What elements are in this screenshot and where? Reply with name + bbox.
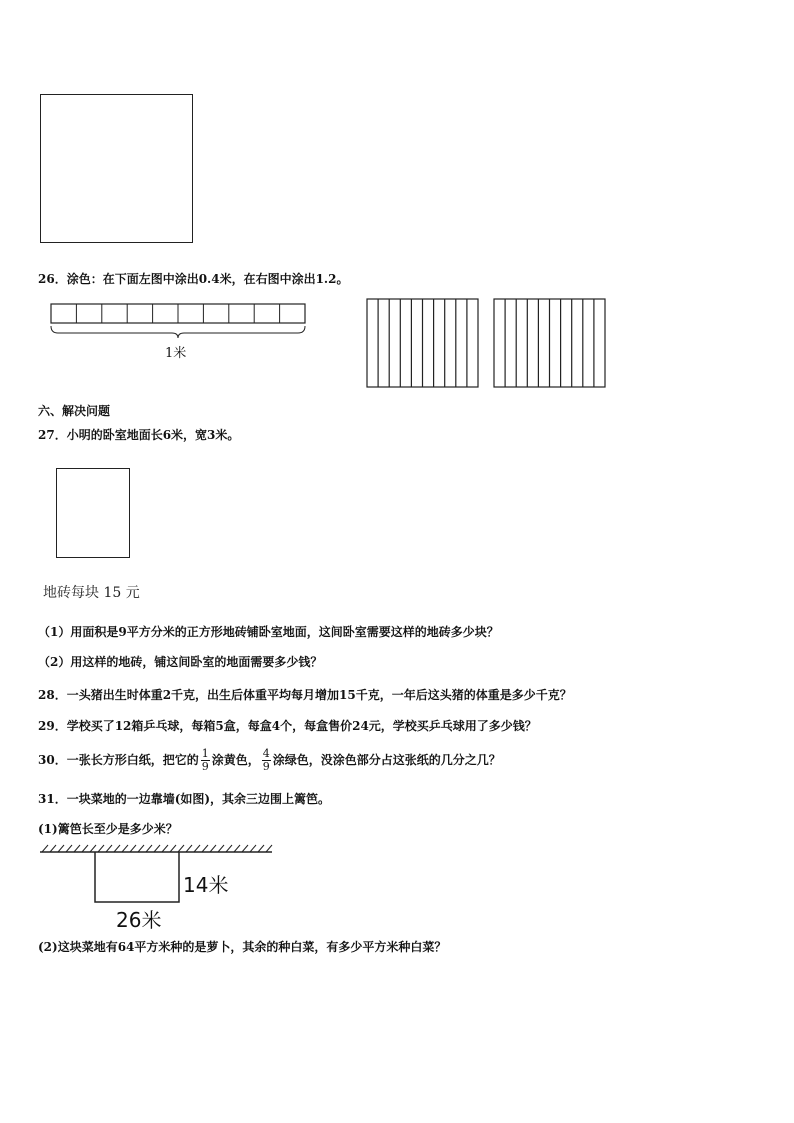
- brace: [51, 326, 305, 338]
- strip-rect-2: [494, 299, 605, 387]
- q30-fraction-1: [201, 748, 210, 773]
- q30-text: [38, 745, 501, 775]
- q31-garden-figure: [38, 843, 274, 905]
- q31-sub2: (2)这块菜地有64平方米种的是萝卜，其余的种白菜，有多少平方米种白菜？: [38, 940, 447, 954]
- wall-hatching: [42, 845, 272, 852]
- q30-frac1-denominator: 9: [201, 760, 209, 773]
- q31-length-label: 26米: [116, 908, 162, 932]
- q27-tile-price: 地砖每块 15 元: [43, 585, 140, 601]
- q30-frac1-numerator: 1: [201, 747, 209, 760]
- q29-text: 29．学校买了12箱乒乓球，每箱5盒，每盒4个，每盒售价24元，学校买乒乓球用了多少钱？: [38, 719, 537, 733]
- q27-bedroom-rectangle: [56, 468, 130, 558]
- q31-text: 31．一块菜地的一边靠墙(如图)，其余三边围上篱笆。: [38, 792, 331, 806]
- q26-text: 26．涂色：在下面左图中涂出0.4米，在右图中涂出1.2。: [38, 272, 349, 286]
- strip-rect-1: [367, 299, 478, 387]
- q27-sub2: （2）用这样的地砖，铺这间卧室的地面需要多少钱？: [38, 655, 323, 669]
- top-square-figure: [40, 94, 193, 243]
- q28-text: 28．一头猪出生时体重2千克，出生后体重平均每月增加15千克，一年后这头猪的体重是多少千克？: [38, 688, 572, 702]
- q26-right-strips-figure: [365, 297, 610, 390]
- fence-outline: [95, 852, 179, 902]
- q27-text: 27．小明的卧室地面长6米，宽3米。: [38, 428, 240, 442]
- section-title: 六、解决问题: [38, 404, 111, 418]
- q30-frac2-numerator: 4: [262, 747, 270, 760]
- q26-brace-label: 1米: [165, 346, 187, 361]
- q30-part1: 30．一张长方形白纸，把它的: [38, 753, 199, 767]
- q30-fraction-2: [262, 748, 271, 773]
- q30-part2: 涂黄色，: [211, 753, 260, 767]
- q27-sub1: （1）用面积是9平方分米的正方形地砖铺卧室地面，这间卧室需要这样的地砖多少块？: [38, 625, 499, 639]
- q30-part3: 涂绿色，没涂色部分占这张纸的几分之几？: [272, 753, 501, 767]
- q30-frac2-denominator: 9: [262, 760, 270, 773]
- q31-sub1: (1)篱笆长至少是多少米？: [38, 822, 178, 836]
- q31-width-label: 14米: [183, 873, 229, 897]
